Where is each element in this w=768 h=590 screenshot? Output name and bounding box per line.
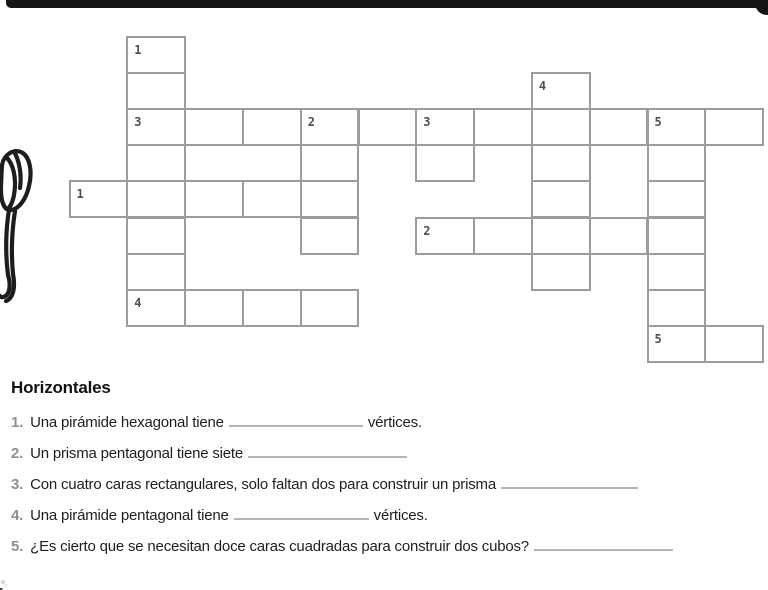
crossword-cell[interactable]	[242, 180, 302, 218]
clue-number: 1.	[11, 414, 24, 431]
answer-blank[interactable]	[248, 443, 407, 458]
crossword-cell[interactable]	[184, 289, 244, 327]
clue-text-after-blank: vértices.	[367, 414, 422, 431]
crossword-cell[interactable]	[589, 108, 649, 146]
crossword-cell[interactable]	[531, 180, 591, 218]
clue-list	[11, 407, 761, 562]
crossword-cell[interactable]	[126, 253, 186, 291]
crossword-cell[interactable]	[300, 144, 360, 182]
answer-blank[interactable]	[229, 412, 363, 427]
crossword-cell[interactable]	[126, 108, 186, 146]
clues-section-title: Horizontales	[11, 378, 111, 397]
crossword-cell[interactable]	[531, 108, 591, 146]
clue-text: Una pirámide pentagonal tiene	[30, 507, 229, 524]
clue-text: Un prisma pentagonal tiene siete	[30, 445, 244, 462]
crossword-cell[interactable]	[300, 108, 360, 146]
crossword-cell[interactable]	[415, 108, 475, 146]
clue-number: 5.	[11, 538, 24, 555]
crossword-cell[interactable]	[126, 72, 186, 110]
crossword-cell[interactable]	[126, 36, 186, 74]
crossword-cell[interactable]	[69, 180, 129, 218]
crossword-cell[interactable]	[415, 144, 475, 182]
crossword-cell[interactable]	[184, 180, 244, 218]
crossword-cell[interactable]	[358, 108, 418, 146]
crossword-cell[interactable]	[531, 217, 591, 255]
crossword-cell[interactable]	[242, 108, 302, 146]
crossword-cell[interactable]	[589, 217, 649, 255]
crossword-cell[interactable]	[647, 325, 707, 363]
cell-number: 2	[423, 223, 431, 238]
crossword-cell[interactable]	[531, 144, 591, 182]
crossword-cell[interactable]	[647, 217, 707, 255]
crossword-cell[interactable]	[473, 108, 533, 146]
cell-number: 1	[134, 42, 142, 57]
crossword-cell[interactable]	[647, 253, 707, 291]
cell-number: 5	[654, 332, 662, 347]
cell-number: 4	[134, 295, 142, 310]
crossword-cell[interactable]	[647, 289, 707, 327]
crossword-cell[interactable]	[531, 253, 591, 291]
clue-text: ¿Es cierto que se necesitan doce caras cuadradas para construir dos cubos?	[30, 538, 529, 555]
crossword-cell[interactable]	[415, 217, 475, 255]
crossword-cell[interactable]	[647, 108, 707, 146]
clue-row	[11, 438, 761, 469]
crossword-cell[interactable]	[300, 289, 360, 327]
clue-row	[11, 407, 761, 438]
crossword-cell[interactable]	[126, 289, 186, 327]
crossword-cell[interactable]	[242, 289, 302, 327]
cell-number: 1	[76, 187, 84, 202]
clue-text: Una pirámide hexagonal tiene	[30, 414, 224, 431]
crossword-cell[interactable]	[184, 108, 244, 146]
cell-number: 2	[307, 114, 315, 129]
crossword-cell[interactable]	[126, 144, 186, 182]
crossword-cell[interactable]	[126, 217, 186, 255]
answer-blank[interactable]	[501, 474, 638, 489]
crossword-cell[interactable]	[647, 180, 707, 218]
answer-blank[interactable]	[234, 505, 369, 520]
answer-blank[interactable]	[534, 536, 673, 551]
clue-number: 4.	[11, 507, 24, 524]
cell-number: 4	[538, 78, 547, 93]
clue-number: 3.	[11, 476, 24, 493]
crossword-cell[interactable]	[126, 180, 186, 218]
crossword-cell[interactable]	[647, 144, 707, 182]
crossword-cell[interactable]	[473, 217, 533, 255]
crossword-cell[interactable]	[300, 217, 360, 255]
cell-number: 5	[654, 114, 662, 129]
corner-speck	[0, 576, 12, 590]
clue-number: 2.	[11, 445, 24, 462]
crossword-cell[interactable]	[300, 180, 360, 218]
crossword-cell[interactable]	[704, 108, 764, 146]
cell-number: 3	[423, 114, 431, 129]
crossword-cell[interactable]	[704, 325, 764, 363]
clue-row	[11, 469, 761, 500]
cell-number: 3	[134, 114, 142, 129]
clue-row	[11, 500, 761, 531]
clue-row	[11, 531, 761, 562]
clue-text: Con cuatro caras rectangulares, solo faltan dos para construir un prisma	[30, 476, 496, 493]
clue-text-after-blank: vértices.	[373, 507, 428, 524]
crossword-cell[interactable]	[531, 72, 591, 110]
